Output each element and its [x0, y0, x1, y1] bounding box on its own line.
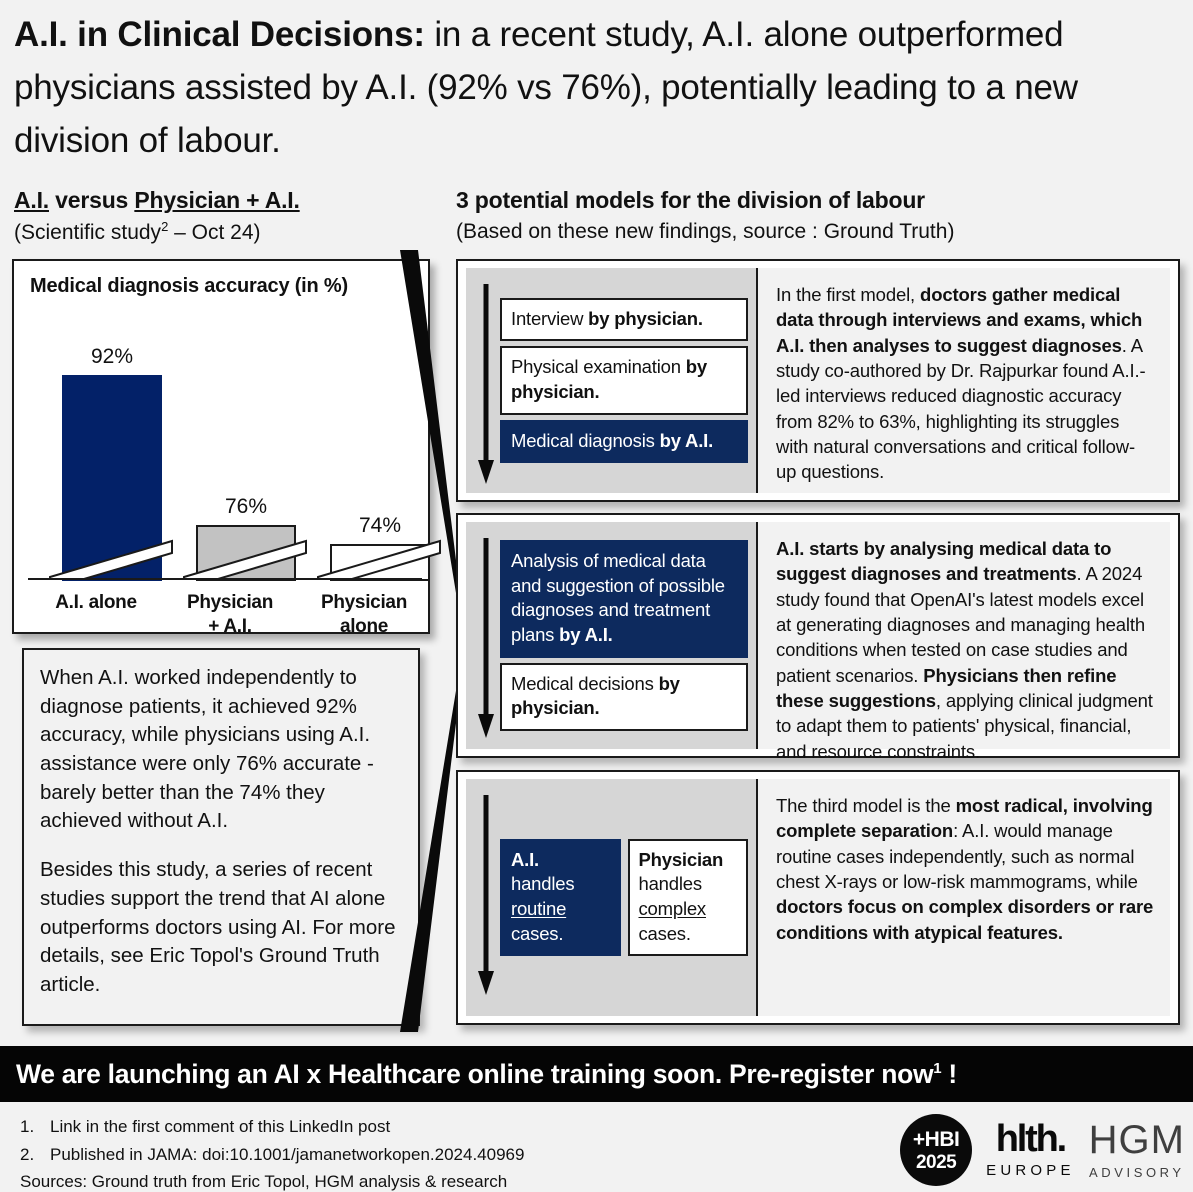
footnote-text: Published in JAMA: doi:10.1001/jamanetworkopen.2024.40969 [50, 1144, 525, 1164]
hgm-advisory-logo [1088, 1117, 1185, 1180]
banner-main: We are launching an AI x Healthcare online training soon. Pre-register now [16, 1058, 934, 1089]
hlth-europe-logo [986, 1118, 1075, 1179]
chart-bar-group [62, 313, 162, 581]
down-arrow-icon [478, 538, 494, 738]
flow-step-plain: Medical diagnosis [511, 429, 660, 451]
model-card-2 [456, 513, 1180, 762]
headline-lead: A.I. in Clinical Decisions: [14, 15, 425, 54]
model-card-3 [456, 770, 1180, 1025]
emphasis-text: A.I. starts by analysing medical data to suggest diagnoses and treatments [776, 538, 1112, 585]
footnote-row [20, 1141, 720, 1169]
flow-step-box [500, 663, 748, 731]
chart-category-label: Physician alone [320, 592, 407, 638]
emphasis-text: doctors gather medical data through interviews and exams, which A.I. then analyses to suggest diagnoses [776, 284, 1143, 356]
model-1-flow-pane [466, 268, 756, 493]
left-subtitle-post: – Oct 24) [168, 220, 261, 244]
right-section-title: 3 potential models for the division of labour [456, 187, 925, 213]
footnote-number: 1. [20, 1117, 35, 1136]
footnote-number: 2. [20, 1144, 35, 1164]
body-text: . A 2024 study found that OpenAI's latest models excel at generating diagnoses and managing health conditions when tested on case studies and patient scenarios. [776, 563, 1145, 686]
left-note-paragraph-1: When A.I. worked independently to diagnose patients, it achieved 92% accuracy, while physicians using A.I. assistance were only 76% accurate - barely better than the 74% they achieved without A.I. [40, 666, 374, 833]
hbi-logo-line2: 2025 [915, 1151, 957, 1173]
flow-step-bold: by physician. [511, 672, 680, 719]
flow-step-bold: by physician. [588, 307, 703, 329]
promo-banner-text [0, 1059, 957, 1090]
partner-logos [900, 1112, 1185, 1188]
footnote-row [20, 1113, 720, 1141]
flow-step-plain: Medical decisions [511, 672, 659, 694]
chart-bar [196, 525, 296, 581]
hlth-logo-line2: EUROPE [986, 1161, 1075, 1179]
flow-step-box [500, 420, 748, 464]
body-text: : A.I. would manage routine cases independently, such as normal chest X-rays or low-risk mammograms, while [776, 820, 1138, 893]
banner-tail: ! [941, 1058, 957, 1089]
headline-rest: in a recent study, A.I. alone outperformed physicians assisted by A.I. (92% vs 76%), potentially leading to a new division of labour. [14, 15, 1078, 161]
role-verb: handles [638, 873, 702, 895]
chart-x-axis [28, 578, 422, 580]
flow-step-box [500, 540, 748, 657]
hbi-logo-line1: +HBI [912, 1127, 960, 1151]
body-text: . A study co-authored by Dr. Rajpurkar found A.I.-led interviews reduced diagnostic accuracy from 82% to 63%, highlighting its struggles with natural conversations and critical follow-up questions. [776, 334, 1146, 483]
role-split-box [500, 839, 621, 956]
role-tail: cases. [638, 922, 691, 944]
hgm-logo-line1: HGM [1088, 1117, 1185, 1162]
model-2-description [756, 522, 1170, 762]
page-title [14, 8, 1174, 168]
model-1-description [756, 268, 1170, 493]
model-1-steps [500, 298, 748, 463]
body-text: , applying clinical judgment to adapt them to patients' physical, financial, and resource constraints. [776, 690, 1153, 762]
role-subject: A.I. [511, 848, 539, 870]
chart-bar-value-label: 74% [358, 513, 402, 537]
model-3-flow-pane [466, 779, 756, 1016]
left-section-header [14, 186, 444, 247]
right-section-subtitle: (Based on these new findings, source : Ground Truth) [456, 219, 955, 243]
model-2-steps [500, 540, 748, 731]
left-section-title [14, 186, 444, 216]
left-section-subtitle [14, 218, 444, 247]
footnotes [20, 1113, 720, 1192]
flow-step-plain: Interview [511, 307, 589, 329]
emphasis-text: Physicians then refine these suggestions [776, 664, 1117, 712]
left-subtitle-pre: (Scientific study [14, 220, 162, 244]
banner-footnote-ref: 1 [933, 1059, 942, 1077]
chart-bar [62, 375, 162, 581]
flow-step-bold: by A.I. [659, 429, 714, 451]
sources-line: Sources: Ground truth from Eric Topol, HGM analysis & research [20, 1172, 508, 1192]
role-tail: cases. [511, 922, 564, 944]
left-subtitle-footnote-ref: 2 [161, 218, 169, 234]
left-note-paragraph-2: Besides this study, a series of recent studies support the trend that AI alone outperforms doctors using AI. For more details, see Eric Topol's Ground Truth article. [40, 858, 396, 996]
left-title-part2: Physician + A.I. [134, 187, 300, 213]
hlth-logo-line1: hlth. [995, 1118, 1065, 1161]
right-section-header [456, 186, 1176, 246]
flow-step-box [500, 346, 748, 414]
left-title-part1: A.I. [14, 187, 49, 213]
flow-step-bold: by physician. [511, 356, 707, 402]
chart-bar-group [196, 313, 296, 581]
hgm-logo-line2: ADVISORY [1088, 1164, 1185, 1180]
body-text: The third model is the [776, 795, 956, 816]
down-arrow-icon [478, 795, 494, 995]
flow-step-plain: Physical examination [511, 356, 686, 378]
model-2-flow-pane [466, 522, 756, 749]
flow-step-bold: by A.I. [559, 624, 613, 645]
left-commentary-box [22, 648, 420, 1026]
promo-banner [0, 1046, 1193, 1102]
emphasis-text: doctors focus on complex disorders or rare conditions with atypical features. [776, 896, 1154, 943]
model-card-1 [456, 259, 1180, 502]
chart-title: Medical diagnosis accuracy (in %) [30, 275, 348, 297]
flow-step-box [500, 298, 748, 342]
chart-bar-value-label: 92% [90, 345, 134, 369]
left-title-mid: versus [48, 187, 135, 213]
model-3-description [756, 779, 1170, 1016]
footnote-text: Link in the first comment of this LinkedIn post [50, 1117, 391, 1136]
chart-plot-area [30, 313, 420, 581]
chart-category-label: A.I. alone [55, 592, 137, 613]
hbi-logo [900, 1114, 972, 1186]
model-3-steps [500, 839, 748, 956]
chart-category-label: Physician + A.I. [186, 592, 273, 638]
down-arrow-icon [478, 284, 494, 484]
flow-step-plain: Analysis of medical data and suggestion of possible diagnoses and treatment plans [511, 550, 725, 645]
emphasis-text: most radical, involving complete separation [776, 795, 1153, 842]
role-verb: handles [511, 873, 575, 895]
chart-bar-value-label: 76% [224, 494, 268, 518]
role-split-box [628, 839, 749, 956]
role-case-type: routine [511, 898, 567, 919]
bar-chart-card [12, 259, 430, 638]
role-case-type: complex [638, 898, 706, 919]
body-text: In the first model, [776, 284, 921, 305]
role-subject: Physician [638, 848, 724, 870]
